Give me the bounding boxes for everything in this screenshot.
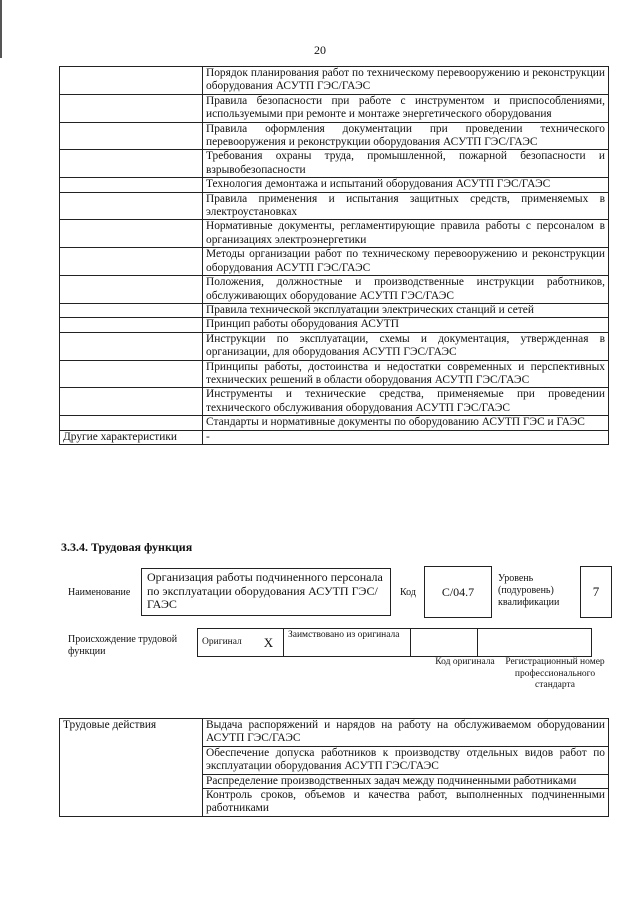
labor-action-item: Обеспечение допуска работников к производству отдельных видов работ по эксплуатации оборудования АСУТП ГЭС/ГАЭС <box>203 746 609 774</box>
empty-label-cell <box>60 192 203 220</box>
knowledge-item: Принципы работы, достоинства и недостатки современных и перспективных технических решений в области оборудования АСУТП ГЭС/ГАЭС <box>203 360 609 388</box>
name-label: Наименование <box>68 587 131 598</box>
labor-action-item: Контроль сроков, объемов и качества работ, выполненных подчиненными работниками <box>203 789 609 817</box>
table-row <box>60 67 609 95</box>
origin-label: Происхождение трудовой функции <box>68 634 178 657</box>
table-row <box>60 303 609 317</box>
function-name-box: Организация работы подчиненного персонала по эксплуатации оборудования АСУТП ГЭС/ГАЭС <box>141 568 391 616</box>
empty-label-cell <box>60 360 203 388</box>
empty-label-cell <box>60 122 203 150</box>
table-row <box>60 276 609 304</box>
empty-label-cell <box>60 388 203 416</box>
level-label: Уровень (подуровень) квалификации <box>498 573 560 608</box>
knowledge-item: Принцип работы оборудования АСУТП <box>203 318 609 332</box>
required-knowledge-table <box>59 66 609 445</box>
empty-label-cell <box>60 332 203 360</box>
empty-label-cell <box>60 318 203 332</box>
knowledge-item: Методы организации работ по техническому перевооружению и реконструкции оборудования АСУТП ГЭС/ГАЭС <box>203 248 609 276</box>
table-row <box>60 94 609 122</box>
other-characteristics-value: - <box>203 430 609 444</box>
table-row <box>60 248 609 276</box>
empty-label-cell <box>60 94 203 122</box>
knowledge-item: Правила оформления документации при проведении технического перевооружения и реконструкции оборудования АСУТП ГЭС/ГАЭС <box>203 122 609 150</box>
borrowed-label: Заимствовано из оригинала <box>284 629 411 657</box>
knowledge-item: Положения, должностные и производственные инструкции работников, обслуживающих оборудование АСУТП ГЭС/ГАЭС <box>203 276 609 304</box>
table-row <box>60 719 609 747</box>
knowledge-item: Правила безопасности при работе с инструментом и приспособлениями, используемыми при ремонте и монтаже энергетического оборудования <box>203 94 609 122</box>
empty-label-cell <box>60 248 203 276</box>
knowledge-item: Стандарты и нормативные документы по оборудованию АСУТП ГЭС и ГАЭС <box>203 416 609 430</box>
knowledge-item: Порядок планирования работ по техническому перевооружению и реконструкции оборудования АСУТП ГЭС/ГАЭС <box>203 67 609 95</box>
table-row <box>60 220 609 248</box>
empty-label-cell <box>60 67 203 95</box>
table-row <box>198 629 592 657</box>
labor-actions-table <box>59 718 609 817</box>
table-row <box>60 332 609 360</box>
empty-label-cell <box>60 416 203 430</box>
knowledge-item: Инструкции по эксплуатации, схемы и документация, утвержденная в организации, для оборудования АСУТП ГЭС/ГАЭС <box>203 332 609 360</box>
table-row <box>60 178 609 192</box>
section-title: 3.3.4. Трудовая функция <box>61 540 193 554</box>
qualification-level-box: 7 <box>580 566 612 618</box>
knowledge-item: Правила технической эксплуатации электрических станций и сетей <box>203 303 609 317</box>
table-row <box>60 318 609 332</box>
registration-number-caption: Регистрационный номер профессионального стандарта <box>505 657 605 690</box>
table-row <box>60 150 609 178</box>
other-characteristics-label: Другие характеристики <box>60 430 203 444</box>
original-code-caption: Код оригинала <box>435 657 495 667</box>
table-row <box>60 416 609 430</box>
registration-number-cell <box>478 629 592 657</box>
knowledge-item: Правила применения и испытания защитных средств, применяемых в электроустановках <box>203 192 609 220</box>
empty-label-cell <box>60 276 203 304</box>
knowledge-item: Нормативные документы, регламентирующие правила работы с персоналом в организациях электроэнергетики <box>203 220 609 248</box>
page-number: 20 <box>314 43 326 57</box>
origin-table <box>197 628 592 657</box>
table-row <box>60 192 609 220</box>
original-mark: X <box>254 629 284 657</box>
code-label: Код <box>400 587 416 598</box>
knowledge-item: Требования охраны труда, промышленной, пожарной безопасности и взрывобезопасности <box>203 150 609 178</box>
table-row <box>60 122 609 150</box>
empty-label-cell <box>60 220 203 248</box>
original-code-cell <box>411 629 478 657</box>
empty-label-cell <box>60 150 203 178</box>
knowledge-item: Технология демонтажа и испытаний оборудования АСУТП ГЭС/ГАЭС <box>203 178 609 192</box>
function-code-box: C/04.7 <box>424 566 492 618</box>
table-row <box>60 388 609 416</box>
table-row <box>60 430 609 444</box>
labor-action-item: Выдача распоряжений и нарядов на работу на обслуживаемом оборудовании АСУТП ГЭС/ГАЭС <box>203 719 609 747</box>
labor-action-item: Распределение производственных задач между подчиненными работниками <box>203 774 609 788</box>
labor-actions-label: Трудовые действия <box>60 719 203 817</box>
empty-label-cell <box>60 303 203 317</box>
empty-label-cell <box>60 178 203 192</box>
knowledge-item: Инструменты и технические средства, применяемые при проведении технического обслуживания оборудования АСУТП ГЭС/ГАЭС <box>203 388 609 416</box>
original-label: Оригинал <box>198 629 255 657</box>
table-row <box>60 360 609 388</box>
